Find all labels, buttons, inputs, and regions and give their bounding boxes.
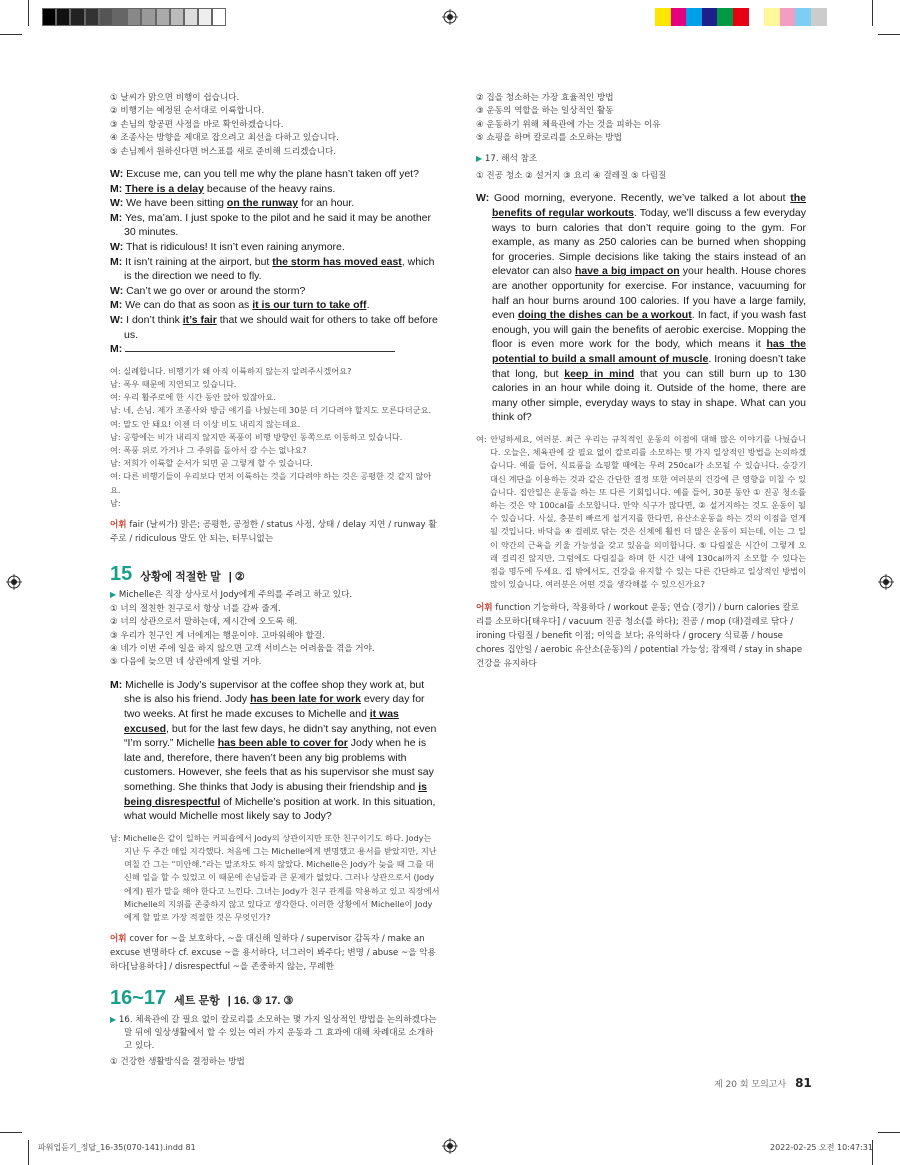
underlined-phrase: is being disrespectful [124,780,427,808]
translation-line: 여: 말도 안 돼요! 이젠 더 이상 비도 내리지 않는데요. [110,418,301,429]
underlined-phrase: has the potential to build a small amount of muscle [492,338,807,365]
section-16-17-heading: 16~17 세트 문항 | 16. ③ 17. ③ [110,987,294,1010]
monologue-text: . Today, we’ll discuss a few everyday ways to burn calories that don’t require going to the gym. For example, as many as 250 calories can be burned when shopping for groceries. Simple decisions like taking the stairs instead of an elevator can also [492,207,806,278]
underlined-phrase: on the runway [226,197,299,210]
left-column [110,92,440,1069]
vocab-14: 어휘 fair (날씨가) 맑은; 공평한, 공정한 / status 사정, 상태 / delay 지연 / runway 활주로 / ridiculous 말도 안 되는, 터무니없는 [110,519,437,544]
choices-15 [110,603,440,670]
right-column [476,92,806,671]
choice-item: ④ 운동하기 위해 체육관에 가는 것을 피하는 이유 [476,119,661,130]
crop-mark [28,0,29,26]
translation-15: 남: Michelle은 같이 일하는 커피숍에서 Jody의 상관이지만 또한 친구이기도 하다. Jody는 지난 두 주간 매일 지각했다. 처음에 그는 Michelle에게 변명했고 용서를 받았지만, 지난 며칠 간 그는 “미안해.”라는 말조차도 하지 않았다. Michelle은 Jody가 늦을 때 그를 대신해 일을 할 수 있었고 이 때문에 손님들과 큰 문제가 없었다. 그러나 상관으로서 (Jody에게) 뭔가 말을 해야 한다고 느낀다. 그녀는 Jody가 친구 관계를 악용하고 있고 직장에서 Michelle의 지위를 존중하지 않고 있다고 생각한다. 이러한 상황에서 Michelle이 Jody에게 할 말로 가장 적절한 것은 무엇인가? [110,832,440,922]
crop-mark [28,1140,29,1165]
dialog-line [110,167,440,182]
registration-mark-icon [878,574,894,590]
dialog-text: Excuse me, can you tell me why the plane hasn’t taken off yet? [123,168,419,181]
crop-mark [0,1132,22,1133]
dialog-14 [110,167,440,342]
speaker-label: M: [110,182,123,195]
translation-line: 여: 폭풍 위로 가거나 그 주위를 돌아서 갈 수는 없나요? [110,444,307,455]
vocab-17: 어휘 function 기능하다, 작용하다 / workout 운동; 연습 (경기) / burn calories 칼로리를 소모하다[태우다] / vacuum 진공 청소(를 하다); 진공 / mop (대)걸레로 닦다 / ironing 다림질 / benefit 이점; 이익을 보다; 유익하다 / grocery 식료품 / house chores 집안일 / aerobic 유산소(운동)의 / potential 가능성; 잠재력 / stay in shape 건강을 유지하다 [476,603,803,670]
dialog-text: We have been sitting [123,197,227,210]
dialog-text: that we should wait for others to take off before us. [124,313,438,341]
crop-mark [872,0,873,26]
underlined-phrase: doing the dishes can be a workout [517,309,692,322]
registration-mark-icon [442,9,458,25]
underlined-phrase: have a big impact on [574,265,680,278]
speaker-label: W: [110,284,124,297]
monologue-text: Good morning, everyone. Recently, we’ve talked a lot about [489,192,791,205]
dialog-line [110,240,440,255]
translation-line: 여: 실례합니다. 비행기가 왜 아직 이륙하지 않는지 알려주시겠어요? [110,365,352,376]
underlined-phrase: has been late for work [250,693,361,706]
dialog-line [110,255,440,284]
section-17-intro: ▶ 17. 해석 참조 [476,153,538,164]
vocab-15: 어휘 cover for ~을 보호하다, ~을 대신해 일하다 / supervisor 감독자 / make an excuse 변명하다 cf. excuse ~을 용서하다, 너그러이 봐주다; 변명 / abuse ~을 악용하다[남용하다] / disrespectful ~을 존중하지 않는, 무례한 [110,934,436,973]
section-15-intro: ▶ Michelle은 직장 상사로서 Jody에게 주의를 주려고 하고 있다. [110,590,353,601]
choice-item: ② 집을 청소하는 가장 효율적인 방법 [476,93,614,103]
translation-line: 남: 폭우 때문에 지연되고 있습니다. [110,378,237,389]
underlined-phrase: the benefits of regular workouts [492,192,806,220]
dialog-line [110,182,440,197]
choice-item: ② 비행기는 예정된 순서대로 이륙합니다. [110,106,265,117]
translation-line: 여: 우리 활주로에 한 시간 동안 앉아 있잖아요. [110,392,276,403]
dialog-text: . [366,299,370,312]
speaker-label: W: [110,197,124,210]
dialog-text: I don’t think [123,313,183,326]
underlined-phrase: it is our turn to take off [252,299,367,312]
underlined-phrase: keep in mind [564,367,635,380]
dialog-text: That is ridiculous! It isn’t even raining anymore. [123,241,345,253]
page-footer: 제 20 회 모의고사 81 [714,1076,812,1090]
section-15-heading: 15 상황에 적절한 말 | ② [110,562,245,585]
monologue-text: Michelle is Jody’s supervisor at the coffee shop they work at, but she is also his friend. Jody [122,678,425,706]
choice-item: ③ 우리가 친구인 게 너에게는 행운이야. 고마워해야 할걸. [110,630,325,641]
dialog-line [110,211,440,240]
choice-item: ① 너의 절친한 친구로서 항상 너를 감싸 줄게. [110,603,281,614]
choice-item: ② 너의 상관으로서 말하는데, 제시간에 오도록 해. [110,617,298,628]
dialog-text: because of the heavy rains. [203,182,336,195]
choices-16 [476,92,806,146]
choice-item: ④ 네가 이번 주에 일을 하지 않으면 고객 서비스는 어려움을 겪을 거야. [110,644,375,655]
translation-14 [110,365,440,510]
speaker-label: W: [110,313,124,326]
dialog-text: Can’t we go over or around the storm? [123,284,306,297]
dialog-line [110,284,440,299]
speaker-label: W: [110,241,124,253]
choice-item: ① 날씨가 맑으면 비행이 쉽습니다. [110,93,240,103]
speaker-label: M: [110,255,123,268]
choice-item: ③ 운동의 역할을 하는 일상적인 활동 [476,106,614,117]
print-footer-file: 파워업듣기_정답_16-35(070-141).indd 81 [38,1143,196,1152]
underlined-phrase: the storm has moved east [272,255,402,268]
registration-mark-icon [442,1138,458,1154]
translation-line: 여: 다른 비행기들이 우리보다 먼저 이륙하는 것을 기다려야 하는 것은 공평한 것 같지 않아요. [110,471,432,495]
page-number: 81 [795,1076,812,1090]
translation-line: 남: 공항에는 비가 내리지 않지만 폭풍이 비행 방향인 동쪽으로 이동하고 있습니다. [110,431,403,442]
dialog-text: Yes, ma’am. I just spoke to the pilot and he said it may be another 30 minutes. [122,211,432,239]
dialog-14-blank-line: M: [110,342,440,357]
crop-mark [878,34,900,35]
dialog-text: for an hour. [298,197,355,210]
choice-item: ⑤ 다음에 늦으면 네 상관에게 알릴 거야. [110,657,262,668]
choices-14 [110,92,440,159]
translation-line: 남: 저희가 이륙할 순서가 되면 곧 그렇게 할 수 있습니다. [110,458,313,469]
underlined-phrase: it was excused [124,708,399,735]
choice-item: ④ 조종사는 방향을 제대로 잡으려고 최선을 다하고 있습니다. [110,133,339,144]
choice-item: ③ 손님의 항공편 사정을 바로 확인하겠습니다. [110,119,284,130]
choice-item: ⑤ 손님께서 원하신다면 버스표를 새로 준비해 드리겠습니다. [110,146,337,157]
translation-line: 남: [110,497,121,508]
speaker-label: M: [110,211,123,224]
monologue-text: . Ironing doesn’t take that long, but [492,352,807,380]
section-16-intro: ▶ 16. 체육관에 갈 필요 없이 칼로리를 소모하는 몇 가지 일상적인 방법을 논의하겠다는 말 뒤에 일상생활에서 할 수 있는 여러 가지 운동과 그 효과에 대해 차례대로 소개하고 있다. [110,1014,437,1052]
monologue-15 [110,678,440,824]
monologue-text: , but for the last few days, he didn’t say anything, not even “I’m sorry.” Michelle [124,722,437,750]
dialog-text: , which is the direction we need to fly. [124,255,435,283]
triangle-bullet-icon: ▶ [476,153,483,163]
color-bar [655,8,827,26]
monologue-text: your health. House chores are another opportunity for exercise. For instance, vacuuming for half an hour burns around 100 calories. If you have a large family, even [492,265,806,322]
choices-17: ① 진공 청소 ② 설거지 ③ 요리 ④ 걸레질 ⑤ 다림질 [476,171,667,182]
speaker-label: W: [476,192,490,205]
grayscale-bar [42,8,226,26]
print-footer-date: 2022-02-25 오전 10:47:31 [770,1143,873,1152]
triangle-bullet-icon: ▶ [110,1014,117,1024]
underlined-phrase: has been able to cover for [217,737,348,750]
crop-mark [878,1132,900,1133]
monologue-text: of Michelle’s position at work. In this situation, what would Michelle most likely say to Jody? [124,795,436,823]
triangle-bullet-icon: ▶ [110,590,117,600]
registration-mark-icon [6,574,22,590]
speaker-label: W: [110,168,124,181]
dialog-line [110,298,440,313]
choice-16-1: ① 건강한 생활방식을 결정하는 방법 [110,1056,245,1067]
monologue-text: that you can still burn up to 130 calories in an hour while doing it. Outside of the home, there are many other simple, everyday ways to stay in shape. What can you think of? [492,367,806,424]
crop-mark [0,34,22,35]
dialog-line [110,313,440,342]
translation-17: 여: 안녕하세요, 여러분. 최근 우리는 규칙적인 운동의 이점에 대해 많은 이야기를 나눴습니다. 오늘은, 체육관에 갈 필요 없이 칼로리를 소모하는 몇 가지 일상적인 방법을 논의하겠습니다. 예를 들어, 식료품을 쇼핑할 때에는 무려 250cal가 소모될 수 있습니다. 승강기 대신 계단을 이용하는 것과 같은 간단한 결정 또한 여러분의 건강에 큰 영향을 미칠 수 있습니다. 집안일은 운동을 하는 또 다른 기회입니다. 예를 들어, 30분 동안 ① 진공 청소를 하는 것은 약 100cal를 소모합니다. 만약 식구가 많다면, ② 설거지하는 것도 운동이 될 수 있습니다. 사실, 충분히 빠르게 설거지를 한다면, 유산소운동을 하는 것의 이점을 얻게 될 것입니다. 바닥을 ④ 걸레로 닦는 것은 신체에 훨씬 더 많은 운동이 되는데, 이는 그 일이 약간의 근육을 키울 가능성을 갖고 있음을 의미합니다. ⑤ 다림질은 시간이 그렇게 오래 걸리진 않지만, 그럼에도 다림질을 하며 한 시간 내에 130cal까지 소모할 수 있다는 점을 명두에 두세요. 집 밖에서도, 건강을 유지할 수 있는 다른 간단하고 일상적인 방법이 많이 있습니다. 여러분은 어떤 것을 생각해볼 수 있으신가요? [476,433,806,590]
monologue-text: every day for two weeks. At first he made excuses to Michelle and [124,693,425,721]
underlined-phrase: it’s fair [182,313,217,326]
speaker-label: M: [110,299,123,312]
speaker-label: M: [110,678,123,691]
monologue-text: Jody when he is late and, therefore, there haven’t been any big problems with customers. However, she feels that as his supervisor she must say something. She thinks that Jody is abusing their friendship and [124,737,434,793]
dialog-text: It isn’t raining at the airport, but [122,255,273,268]
choice-item: ⑤ 쇼핑을 하며 칼로리를 소모하는 방법 [476,133,622,144]
underlined-phrase: There is a delay [125,182,204,195]
dialog-text: We can do that as soon as [122,299,253,312]
dialog-line [110,196,440,211]
monologue-17 [476,191,806,425]
monologue-text: . In fact, if you wash fast enough, you will gain the benefits of aerobic exercise. Mopping the floor is even more work for the body, which means it [492,309,807,351]
translation-line: 남: 네, 손님. 제가 조종사와 방금 얘기를 나눴는데 30분 더 기다려야 할지도 모른다더군요. [110,405,432,416]
